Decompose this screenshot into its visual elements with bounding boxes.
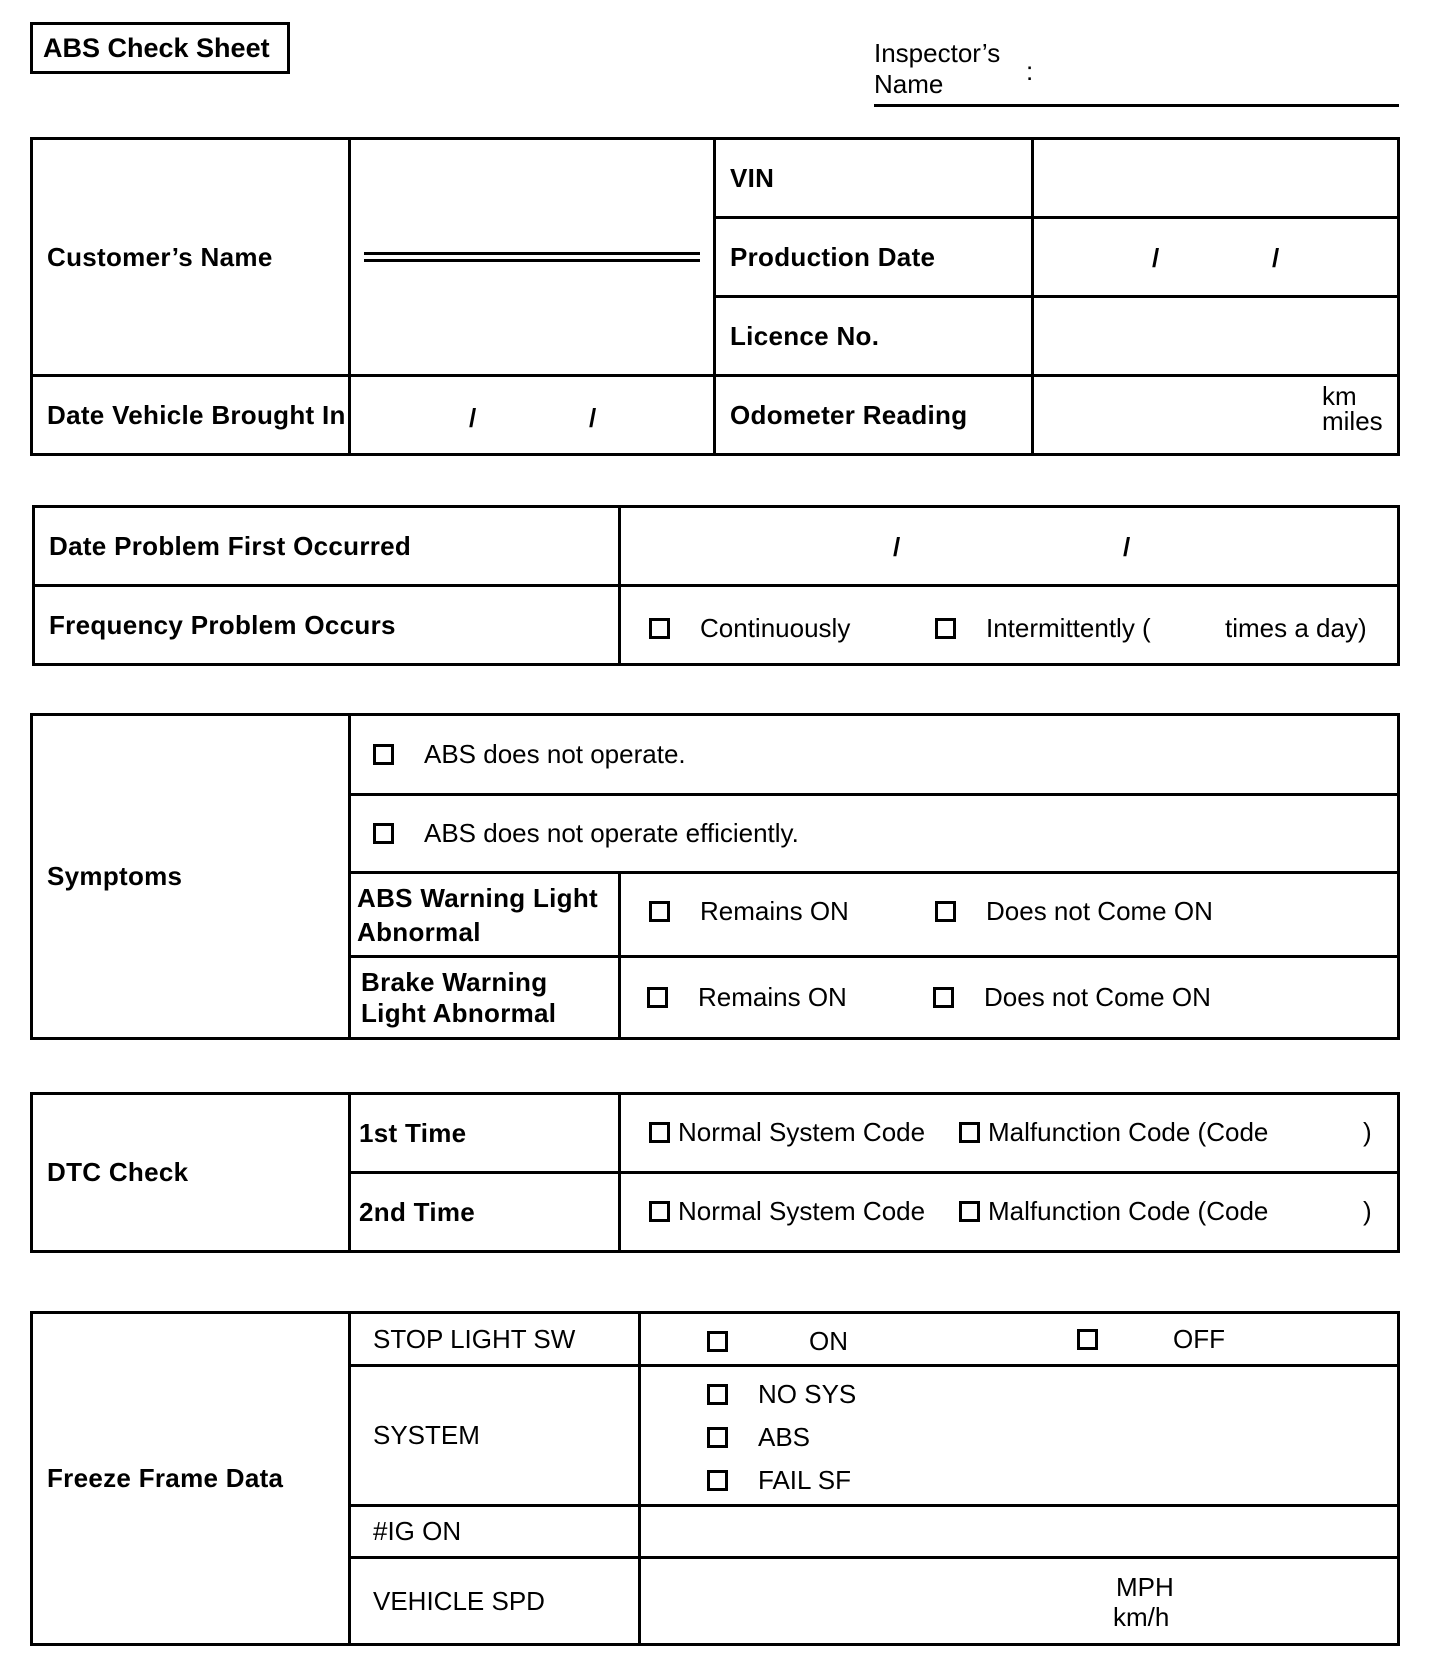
first-occurred-field[interactable]: [620, 507, 1399, 586]
odometer-unit-miles: miles: [1322, 406, 1383, 436]
inspector-name-field[interactable]: [874, 104, 1399, 107]
stop-light-sw-options: [640, 1313, 1399, 1366]
licence-label: Licence No.: [715, 297, 1033, 376]
intermittently-label: Intermittently (: [986, 613, 1151, 643]
date-brought-in-label: Date Vehicle Brought In: [32, 376, 350, 455]
symptoms-table: [30, 713, 1400, 1040]
abs-warning-not-on-label: Does not Come ON: [986, 896, 1213, 926]
first-occurred-sep2: /: [1123, 532, 1131, 562]
customer-name-field[interactable]: [350, 139, 715, 376]
odometer-field[interactable]: [1033, 376, 1399, 455]
brake-warning-remains-on-label: Remains ON: [698, 982, 847, 1012]
abs-not-operate-checkbox[interactable]: [373, 744, 394, 765]
dtc-first-time-label: 1st Time: [350, 1094, 620, 1173]
stop-light-on-checkbox-wrap: [707, 1326, 728, 1357]
freeze-frame-table: [30, 1311, 1400, 1646]
dtc-second-normal-checkbox[interactable]: [649, 1201, 670, 1222]
system-abs-checkbox[interactable]: [707, 1427, 728, 1448]
symptom-option-2: [350, 795, 1399, 873]
system-no-sys-label: NO SYS: [758, 1379, 857, 1409]
ig-on-field[interactable]: [640, 1506, 1399, 1558]
frequency-options: [620, 586, 1399, 665]
problem-table: [32, 505, 1400, 666]
system-label: SYSTEM: [350, 1366, 640, 1506]
stop-light-on-checkbox[interactable]: [707, 1331, 728, 1352]
vehicle-spd-kmh: km/h: [1113, 1602, 1170, 1632]
customer-name-label: Customer’s Name: [32, 139, 350, 376]
abs-warning-remains-on-label: Remains ON: [700, 896, 849, 926]
vehicle-info-table: [30, 137, 1400, 456]
dtc-check-table: [30, 1092, 1400, 1253]
system-fail-sf-label: FAIL SF: [758, 1465, 851, 1495]
licence-field[interactable]: [1033, 297, 1399, 376]
vehicle-spd-field[interactable]: [640, 1558, 1399, 1645]
times-a-day-label: times a day): [1225, 613, 1367, 643]
production-date-sep2: /: [1272, 243, 1280, 273]
inspector-colon: :: [1026, 56, 1034, 86]
dtc-first-time-options: [620, 1094, 1399, 1173]
dtc-first-close-paren: ): [1363, 1117, 1372, 1147]
stop-light-on-label: ON: [809, 1326, 848, 1356]
dtc-second-normal-label: Normal System Code: [678, 1196, 926, 1226]
abs-not-efficient-label: ABS does not operate efficiently.: [424, 818, 799, 848]
inspector-name-label: Inspector’s Name: [874, 38, 1001, 99]
continuously-checkbox[interactable]: [649, 618, 670, 639]
date-brought-sep1: /: [469, 403, 477, 433]
frequency-label: Frequency Problem Occurs: [34, 586, 620, 665]
freeze-frame-label: Freeze Frame Data: [32, 1313, 350, 1645]
production-date-sep1: /: [1152, 243, 1160, 273]
symptoms-label: Symptoms: [32, 715, 350, 1039]
dtc-first-normal-checkbox[interactable]: [649, 1122, 670, 1143]
system-fail-sf-checkbox[interactable]: [707, 1470, 728, 1491]
intermittently-checkbox[interactable]: [935, 618, 956, 639]
dtc-first-malfunction-checkbox[interactable]: [959, 1122, 980, 1143]
abs-warning-remains-on-checkbox[interactable]: [649, 901, 670, 922]
production-date-field[interactable]: [1033, 218, 1399, 297]
brake-warning-remains-on-checkbox[interactable]: [647, 987, 668, 1008]
symptom-option-1: [350, 715, 1399, 795]
dtc-second-time-label: 2nd Time: [350, 1173, 620, 1252]
dtc-first-normal-label: Normal System Code: [678, 1117, 926, 1147]
customer-name-underline: [364, 252, 700, 262]
sheet-title: ABS Check Sheet: [30, 22, 290, 74]
abs-warning-light-options: [620, 873, 1399, 957]
abs-not-operate-label: ABS does not operate.: [424, 739, 686, 769]
system-no-sys-checkbox[interactable]: [707, 1384, 728, 1405]
dtc-second-time-options: [620, 1173, 1399, 1252]
odometer-unit-km: km: [1322, 381, 1357, 411]
stop-light-sw-label: STOP LIGHT SW: [350, 1313, 640, 1366]
system-abs-label: ABS: [758, 1422, 811, 1452]
brake-warning-not-on-label: Does not Come ON: [984, 982, 1211, 1012]
dtc-check-label: DTC Check: [32, 1094, 350, 1252]
brake-warning-not-on-checkbox[interactable]: [933, 987, 954, 1008]
abs-not-efficient-checkbox[interactable]: [373, 823, 394, 844]
stop-light-off-label: OFF: [1173, 1324, 1225, 1354]
date-brought-in-field[interactable]: [350, 376, 715, 455]
continuously-label: Continuously: [700, 613, 851, 643]
vin-label: VIN: [715, 139, 1033, 218]
dtc-second-malfunction-label: Malfunction Code (Code: [988, 1196, 1269, 1226]
brake-warning-light-options: [620, 957, 1399, 1039]
ig-on-label: #IG ON: [350, 1506, 640, 1558]
odometer-label: Odometer Reading: [715, 376, 1033, 455]
vehicle-spd-mph: MPH: [1116, 1572, 1174, 1602]
abs-warning-light-label: ABS Warning Light Abnormal: [350, 873, 620, 957]
first-occurred-sep1: /: [893, 532, 901, 562]
dtc-second-close-paren: ): [1363, 1196, 1372, 1226]
date-brought-sep2: /: [589, 403, 597, 433]
stop-light-off-checkbox-wrap: [1077, 1324, 1098, 1355]
first-occurred-label: Date Problem First Occurred: [34, 507, 620, 586]
dtc-first-malfunction-label: Malfunction Code (Code: [988, 1117, 1269, 1147]
system-options: [640, 1366, 1399, 1506]
abs-warning-not-on-checkbox[interactable]: [935, 901, 956, 922]
production-date-label: Production Date: [715, 218, 1033, 297]
brake-warning-light-label: Brake Warning Light Abnormal: [350, 957, 620, 1039]
dtc-second-malfunction-checkbox[interactable]: [959, 1201, 980, 1222]
vin-field[interactable]: [1033, 139, 1399, 218]
stop-light-off-checkbox[interactable]: [1077, 1329, 1098, 1350]
vehicle-spd-label: VEHICLE SPD: [350, 1558, 640, 1645]
